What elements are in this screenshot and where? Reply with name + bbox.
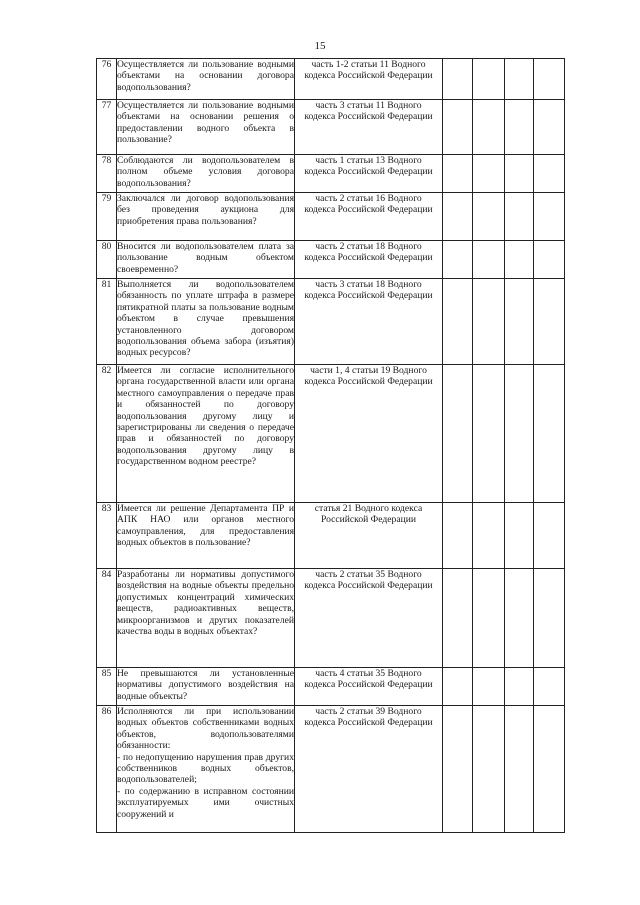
answer-cell xyxy=(505,569,534,668)
answer-cell xyxy=(473,706,505,833)
question-text: Соблюдаются ли водопользователем в полном объеме условия договора водопользования? xyxy=(117,155,295,193)
answer-cell xyxy=(473,193,505,241)
legal-reference-line: часть 3 статьи 18 Водного xyxy=(315,279,422,290)
legal-reference-line: часть 2 статьи 35 Водного xyxy=(315,569,422,580)
legal-reference xyxy=(295,193,443,241)
table-row xyxy=(97,59,565,100)
legal-reference-line: кодекса Российской Федерации xyxy=(304,290,433,302)
row-number: 78 xyxy=(97,155,117,193)
legal-reference-line: кодекса Российской Федерации xyxy=(304,111,433,123)
answer-cell xyxy=(473,668,505,706)
answer-cell xyxy=(534,241,565,279)
answer-cell xyxy=(534,59,565,100)
answer-cell xyxy=(505,241,534,279)
row-number: 84 xyxy=(97,569,117,668)
legal-reference-line: кодекса Российской Федерации xyxy=(304,252,433,264)
answer-cell xyxy=(534,503,565,569)
row-number: 85 xyxy=(97,668,117,706)
row-number: 82 xyxy=(97,365,117,503)
answer-cell xyxy=(443,706,473,833)
answer-cell xyxy=(505,365,534,503)
legal-reference-line: кодекса Российской Федерации xyxy=(304,376,433,388)
legal-reference-line: Российской Федерации xyxy=(321,514,416,526)
answer-cell xyxy=(505,100,534,155)
answer-cell xyxy=(534,193,565,241)
legal-reference-line: кодекса Российской Федерации xyxy=(304,580,433,592)
answer-cell xyxy=(473,241,505,279)
legal-reference-line: части 1, 4 статьи 19 Водного xyxy=(310,365,427,376)
answer-cell xyxy=(443,503,473,569)
answer-cell xyxy=(443,241,473,279)
answer-cell xyxy=(473,100,505,155)
answer-cell xyxy=(473,503,505,569)
answer-cell xyxy=(443,365,473,503)
legal-reference-line: часть 1-2 статьи 11 Водного xyxy=(311,59,426,70)
legal-reference-line: часть 1 статьи 13 Водного xyxy=(315,155,422,166)
legal-reference xyxy=(295,569,443,668)
table-row xyxy=(97,668,565,706)
table-row xyxy=(97,365,565,503)
checklist-table-body xyxy=(97,59,565,833)
row-number: 79 xyxy=(97,193,117,241)
answer-cell xyxy=(473,155,505,193)
answer-cell xyxy=(473,365,505,503)
row-number: 86 xyxy=(97,706,117,833)
answer-cell xyxy=(534,706,565,833)
answer-cell xyxy=(534,100,565,155)
answer-cell xyxy=(505,193,534,241)
row-number: 76 xyxy=(97,59,117,100)
answer-cell xyxy=(534,279,565,365)
question-text: Исполняются ли при использовании водных объектов собственниками водных объектов, водопользователями обязанности: - по недопущению нарушения прав других собственников водных объектов, водопользователей; - по содержанию в исправном состоянии эксплуатируемых ими очистных сооружений и xyxy=(117,706,295,833)
legal-reference xyxy=(295,59,443,100)
answer-cell xyxy=(443,193,473,241)
answer-cell xyxy=(534,569,565,668)
answer-cell xyxy=(505,706,534,833)
legal-reference-line: часть 2 статьи 16 Водного xyxy=(315,193,422,204)
table-row xyxy=(97,241,565,279)
answer-cell xyxy=(473,59,505,100)
legal-reference xyxy=(295,503,443,569)
answer-cell xyxy=(505,279,534,365)
legal-reference-line: кодекса Российской Федерации xyxy=(304,679,433,691)
answer-cell xyxy=(443,569,473,668)
legal-reference-line: кодекса Российской Федерации xyxy=(304,166,433,178)
checklist-table xyxy=(96,58,565,833)
answer-cell xyxy=(443,279,473,365)
question-text: Имеется ли согласие исполнительного органа государственной власти или органа местного самоуправления о передаче прав и обязанностей по договору водопользования другому лицу и зарегистрированы ли сведения о передаче прав и обязанностей по договору водопользования другому лицу в государственном водном реестре? xyxy=(117,365,295,503)
answer-cell xyxy=(443,155,473,193)
table-row xyxy=(97,279,565,365)
legal-reference xyxy=(295,100,443,155)
legal-reference-line: часть 2 статьи 39 Водного xyxy=(315,706,422,717)
answer-cell xyxy=(534,668,565,706)
row-number: 80 xyxy=(97,241,117,279)
table-row xyxy=(97,155,565,193)
answer-cell xyxy=(505,155,534,193)
answer-cell xyxy=(443,59,473,100)
answer-cell xyxy=(505,503,534,569)
table-row xyxy=(97,503,565,569)
legal-reference xyxy=(295,365,443,503)
answer-cell xyxy=(473,569,505,668)
question-text: Осуществляется ли пользование водными объектами на основании договора водопользования? xyxy=(117,59,295,100)
answer-cell xyxy=(534,155,565,193)
table-row xyxy=(97,706,565,833)
legal-reference-line: часть 4 статьи 35 Водного xyxy=(315,668,422,679)
legal-reference-line: часть 2 статьи 18 Водного xyxy=(315,241,422,252)
legal-reference xyxy=(295,279,443,365)
legal-reference-line: кодекса Российской Федерации xyxy=(304,717,433,729)
legal-reference xyxy=(295,668,443,706)
answer-cell xyxy=(443,100,473,155)
question-text: Выполняется ли водопользователем обязанность по уплате штрафа в размере пятикратной платы за пользование водным объектом в случае превышения установленного договором водопользования объема забора (изъятия) водных ресурсов? xyxy=(117,279,295,365)
question-text: Вносится ли водопользователем плата за пользование водным объектом своевременно? xyxy=(117,241,295,279)
answer-cell xyxy=(505,668,534,706)
legal-reference xyxy=(295,155,443,193)
legal-reference xyxy=(295,706,443,833)
question-text: Имеется ли решение Департамента ПР и АПК НАО или органов местного самоуправления, для предоставления водных объектов в пользование? xyxy=(117,503,295,569)
row-number: 81 xyxy=(97,279,117,365)
table-row xyxy=(97,100,565,155)
answer-cell xyxy=(443,668,473,706)
answer-cell xyxy=(534,365,565,503)
question-text: Осуществляется ли пользование водными объектами на основании решения о предоставлении водного объекта в пользование? xyxy=(117,100,295,155)
row-number: 83 xyxy=(97,503,117,569)
question-text: Разработаны ли нормативы допустимого воздействия на водные объекты предельно допустимых концентраций химических веществ, радиоактивных веществ, микроорганизмов и других показателей качества воды в водных объектах? xyxy=(117,569,295,668)
page-number: 15 xyxy=(314,40,326,52)
legal-reference-line: кодекса Российской Федерации xyxy=(304,70,433,82)
table-row xyxy=(97,569,565,668)
question-text: Заключался ли договор водопользования без проведения аукциона для приобретения права пользования? xyxy=(117,193,295,241)
row-number: 77 xyxy=(97,100,117,155)
answer-cell xyxy=(473,279,505,365)
legal-reference-line: кодекса Российской Федерации xyxy=(304,204,433,216)
question-text: Не превышаются ли установленные нормативы допустимого воздействия на водные объекты? xyxy=(117,668,295,706)
answer-cell xyxy=(505,59,534,100)
table-row xyxy=(97,193,565,241)
legal-reference xyxy=(295,241,443,279)
legal-reference-line: часть 3 статьи 11 Водного xyxy=(315,100,422,111)
legal-reference-line: статья 21 Водного кодекса xyxy=(314,503,423,514)
